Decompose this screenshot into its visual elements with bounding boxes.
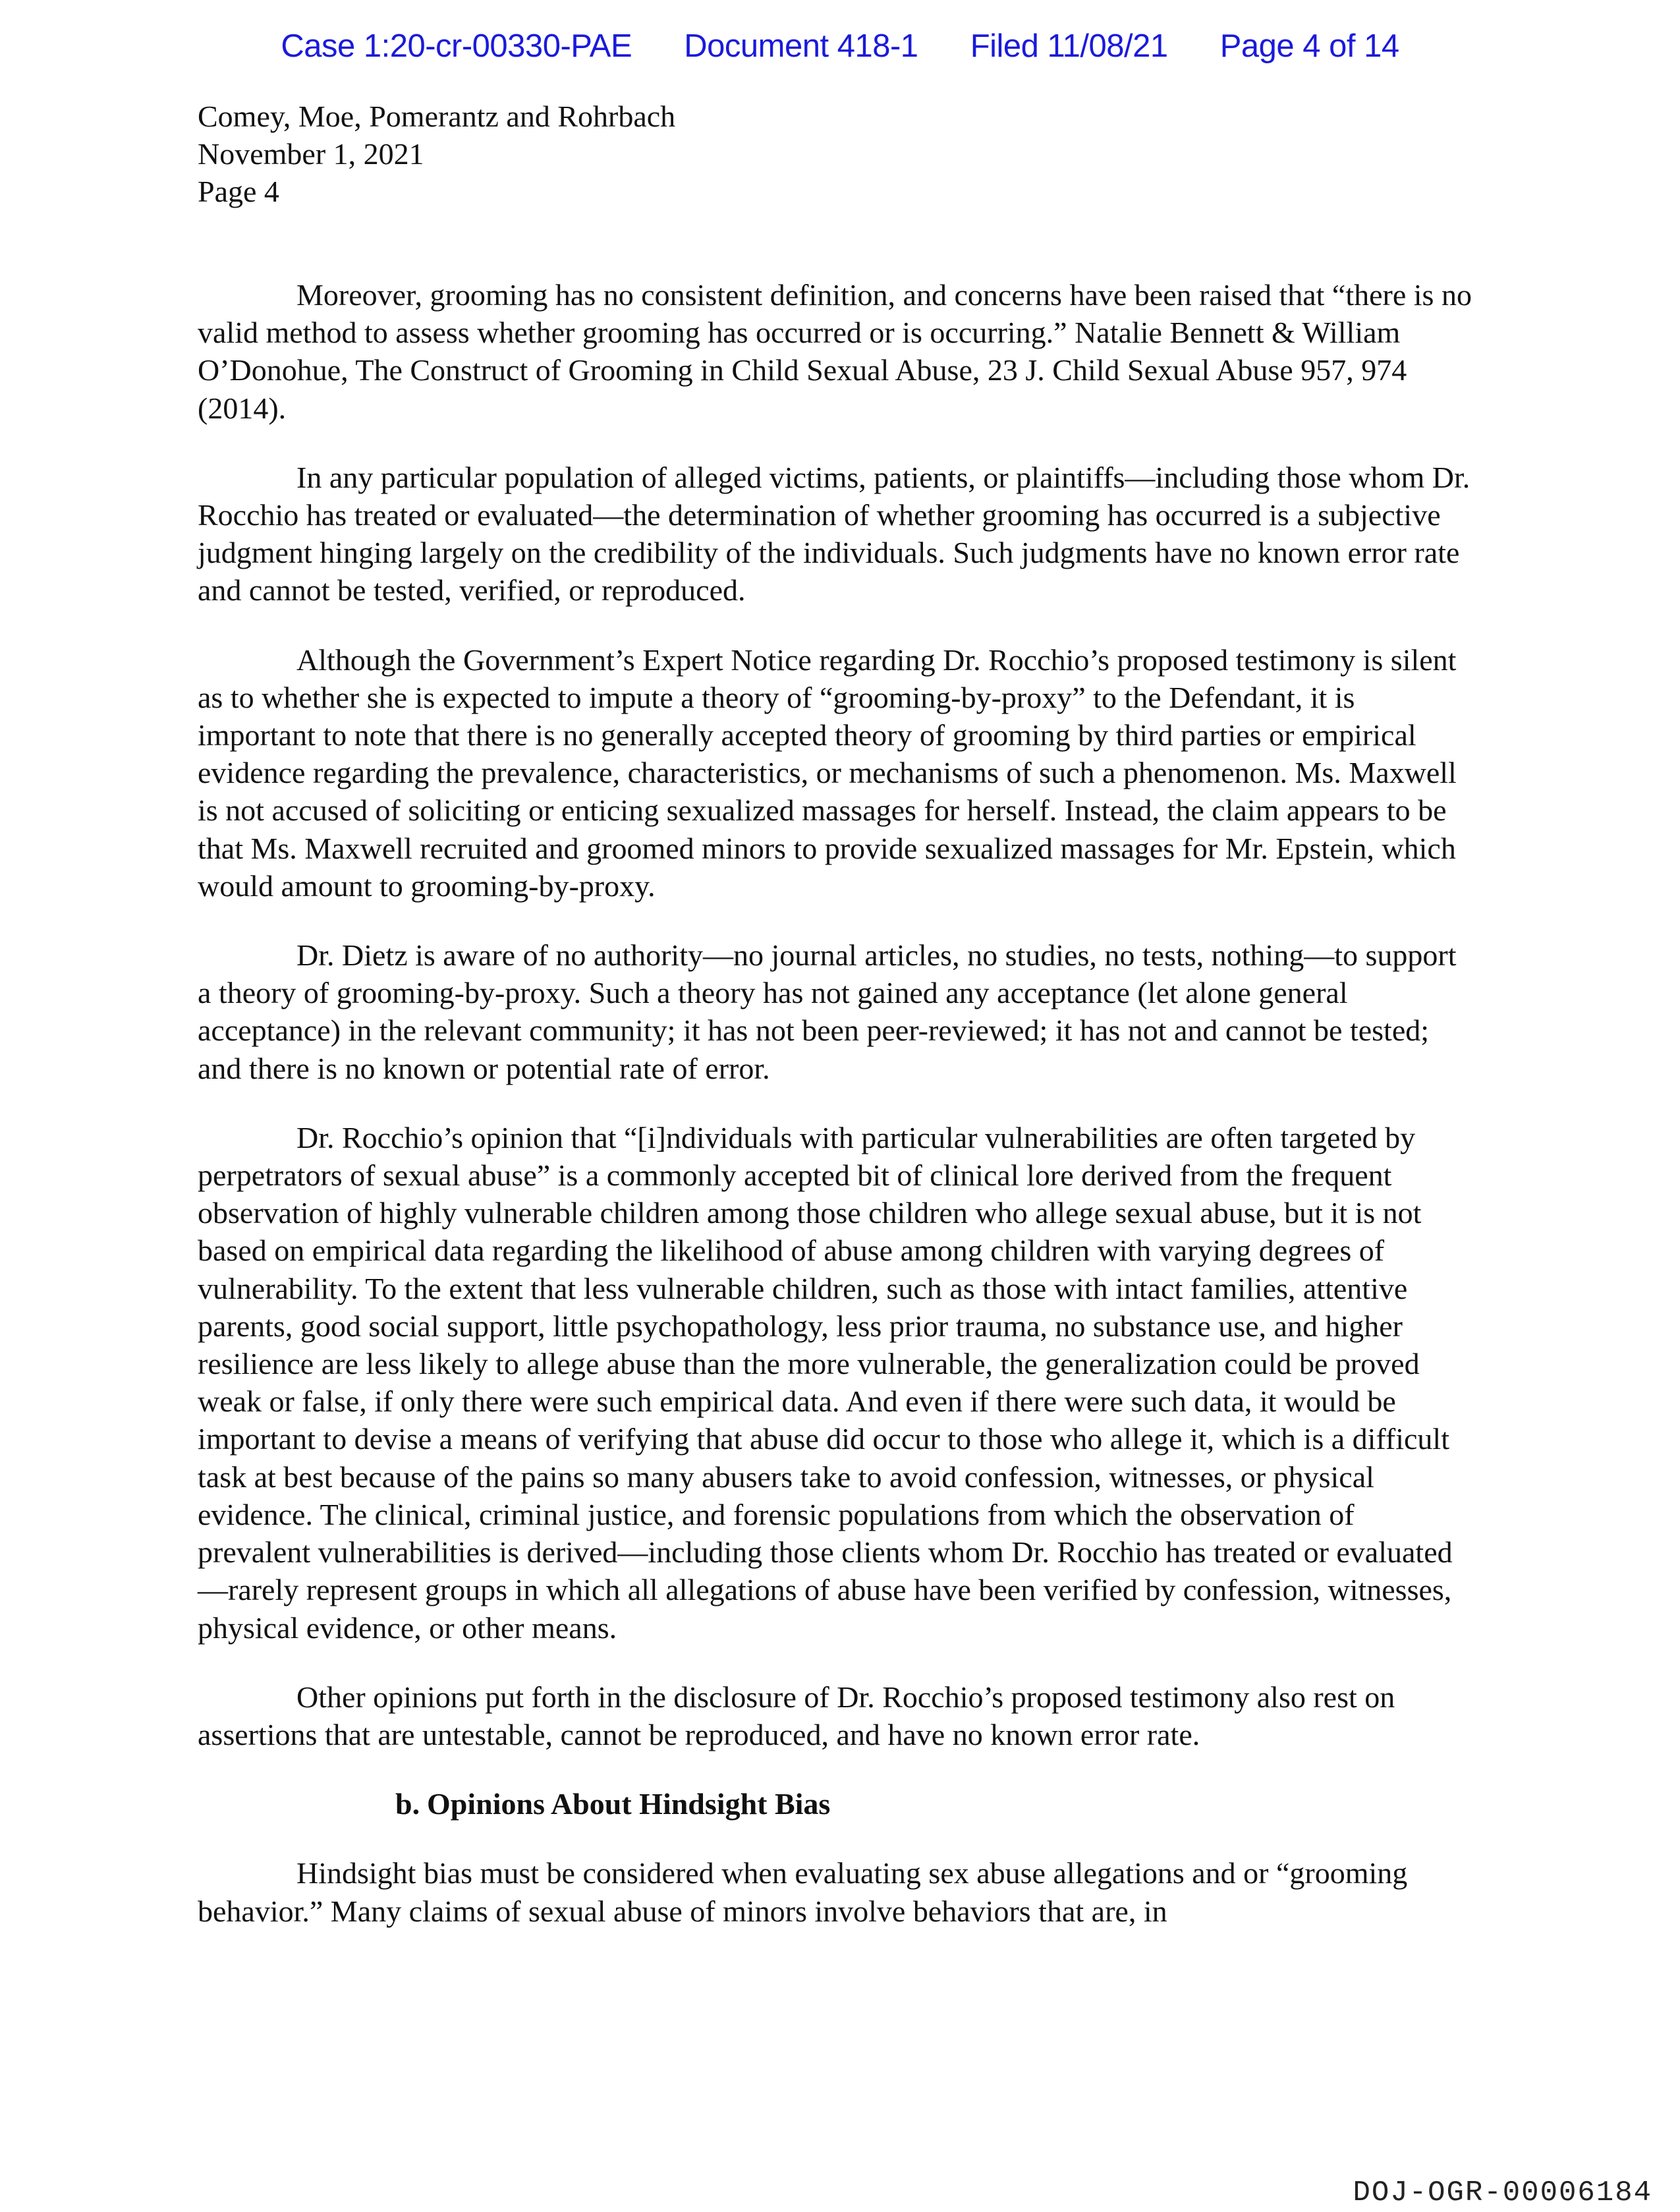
case-number: Case 1:20-cr-00330-PAE [281,28,632,64]
document-number: Document 418-1 [684,28,918,64]
paragraph-subjective-judgment: In any particular population of alleged victims, patients, or plaintiffs—including those whom Dr. Rocchio has treated or evaluated—the determination of whether grooming has occurred is a subjective judgment hinging largely on the credibility of the individuals. Such judgments have no known error rate and cannot be tested, verified, or reproduced. [198,460,1470,608]
section-marker: b. [395,1787,420,1821]
paragraph-other-opinions: Other opinions put forth in the disclosure of Dr. Rocchio’s proposed testimony also rest on assertions that are untestable, cannot be reproduced, and have no known error rate. [198,1680,1395,1751]
letter-page-number: Page 4 [198,175,279,208]
paragraph-no-authority: Dr. Dietz is aware of no authority—no journal articles, no studies, no tests, nothing—to support a theory of grooming-by-proxy. Such a theory has not gained any acceptance (let alone general acceptance) in the relevant community; it has not been peer-reviewed; it has not and cannot be tested; and there is no known or potential rate of error. [198,938,1457,1085]
ecf-filing-header [0,28,1680,65]
paragraph-hindsight-bias: Hindsight bias must be considered when evaluating sex abuse allegations and or “grooming behavior.” Many claims of sexual abuse of minors involve behaviors that are, in [198,1856,1408,1928]
section-heading-hindsight-bias [198,1785,1472,1823]
page-count: Page 4 of 14 [1219,28,1399,64]
letterhead [198,98,675,210]
paragraph-grooming-definition: Moreover, grooming has no consistent definition, and concerns have been raised that “there is no valid method to assess whether grooming has occurred or is occurring.” Natalie Bennett & William O’Donohue, The Construct of Grooming in Child Sexual Abuse, 23 J. Child Sexual Abuse 957, 974 (2014). [198,278,1472,425]
section-title: Opinions About Hindsight Bias [427,1787,831,1821]
addressees: Comey, Moe, Pomerantz and Rohrbach [198,99,676,133]
filed-date: Filed 11/08/21 [970,28,1168,64]
paragraph-grooming-by-proxy: Although the Government’s Expert Notice regarding Dr. Rocchio’s proposed testimony is silent as to whether she is expected to impute a theory of “grooming-by-proxy” to the Defendant, it is important to note that there is no generally accepted theory of grooming by third parties or empirical evidence regarding the prevalence, characteristics, or mechanisms of such a phenomenon. Ms. Maxwell is not accused of soliciting or enticing sexualized massages for herself. Instead, the claim appears to be that Ms. Maxwell recruited and groomed minors to provide sexualized massages for Mr. Epstein, which would amount to grooming-by-proxy. [198,642,1457,903]
bates-number: DOJ-OGR-00006184 [1353,2176,1652,2209]
letter-body [198,276,1472,1962]
letter-date: November 1, 2021 [198,137,424,171]
paragraph-vulnerabilities: Dr. Rocchio’s opinion that “[i]ndividuals with particular vulnerabilities are often targeted by perpetrators of sexual abuse” is a commonly accepted bit of clinical lore derived from the frequent observation of highly vulnerable children among those children who allege sexual abuse, but it is not based on empirical data regarding the likelihood of abuse among children with varying degrees of vulnerability. To the extent that less vulnerable children, such as those with intact families, attentive parents, good social support, little psychopathology, less prior trauma, no substance use, and higher resilience are less likely to allege abuse than the more vulnerable, the generalization could be proved weak or false, if only there were such empirical data. And even if there were such data, it would be important to devise a means of verifying that abuse did occur to those who allege it, which is a difficult task at best because of the pains so many abusers take to avoid confession, witnesses, or physical evidence. The clinical, criminal justice, and forensic populations from which the observation of prevalent vulnerabilities is derived—including those clients whom Dr. Rocchio has treated or evaluated—rarely represent groups in which all allegations of abuse have been verified by confession, witnesses, physical evidence, or other means. [198,1120,1453,1645]
